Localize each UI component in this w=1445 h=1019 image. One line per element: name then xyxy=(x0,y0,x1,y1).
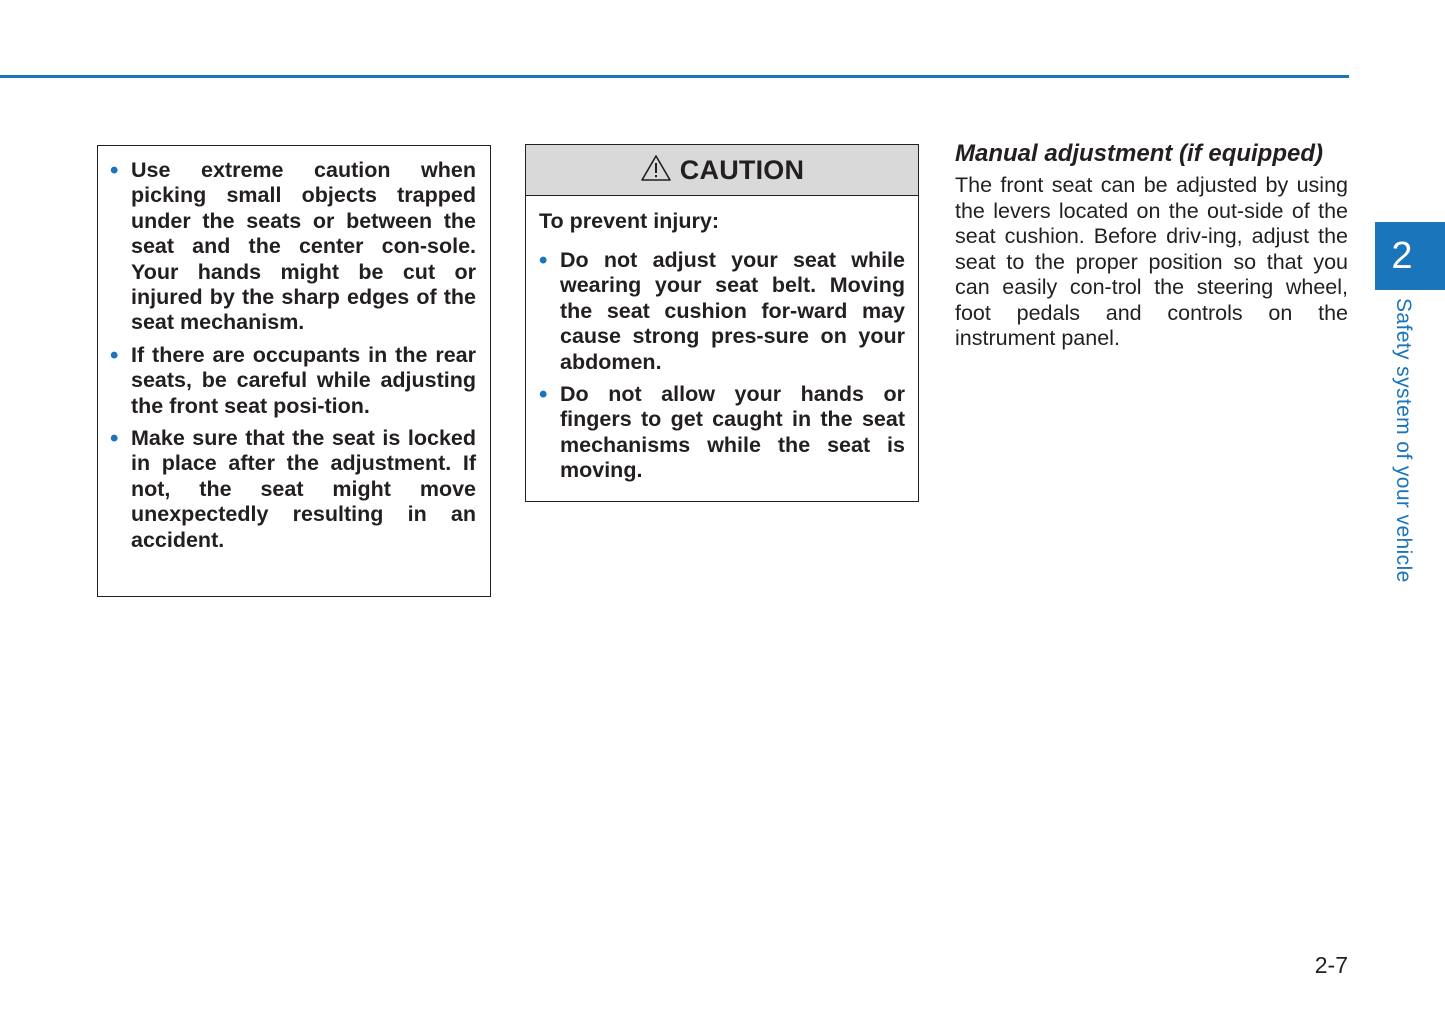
chapter-number: 2 xyxy=(1391,234,1413,277)
chapter-tab xyxy=(1375,222,1445,290)
caution-box xyxy=(525,144,919,502)
header-rule xyxy=(0,75,1349,78)
caution-lead: To prevent injury: xyxy=(539,209,719,233)
warning-notes-box xyxy=(97,145,491,597)
caution-body xyxy=(526,196,918,484)
warning-triangle-icon xyxy=(640,154,672,182)
list-item: • Do not allow your hands or fingers to get caught in the seat mechanisms while the seat is moving. xyxy=(539,382,905,484)
page-number: 2-7 xyxy=(1314,952,1348,978)
section-body: The front seat can be adjusted by using the levers located on the out-side of the seat cushion. Before driv-ing, adjust the seat to the proper position so that you can easily con-trol the steering wheel, foot pedals and controls on the instrument panel. xyxy=(955,173,1348,350)
caution-header xyxy=(526,145,918,196)
manual-adjustment-section xyxy=(955,139,1348,352)
list-item: • Do not adjust your seat while wearing your seat belt. Moving the seat cushion for-ward may cause strong pres-sure on your abdomen. xyxy=(539,248,905,375)
caution-list xyxy=(539,248,905,484)
caution-title: CAUTION xyxy=(679,154,805,185)
section-title: Manual adjustment (if equipped) xyxy=(955,140,1324,167)
list-item: • Use extreme caution when picking small objects trapped under the seats or between the seat and the center con-sole. Your hands might be cut or injured by the sharp edges of the seat mechanism. xyxy=(110,158,476,336)
list-item: • If there are occupants in the rear seats, be careful while adjusting the front seat posi-tion. xyxy=(110,343,476,419)
chapter-title: Safety system of your vehicle xyxy=(1392,298,1415,583)
warning-notes-list xyxy=(110,158,476,553)
list-item: • Make sure that the seat is locked in place after the adjustment. If not, the seat might move unexpectedly resulting in an accident. xyxy=(110,426,476,553)
